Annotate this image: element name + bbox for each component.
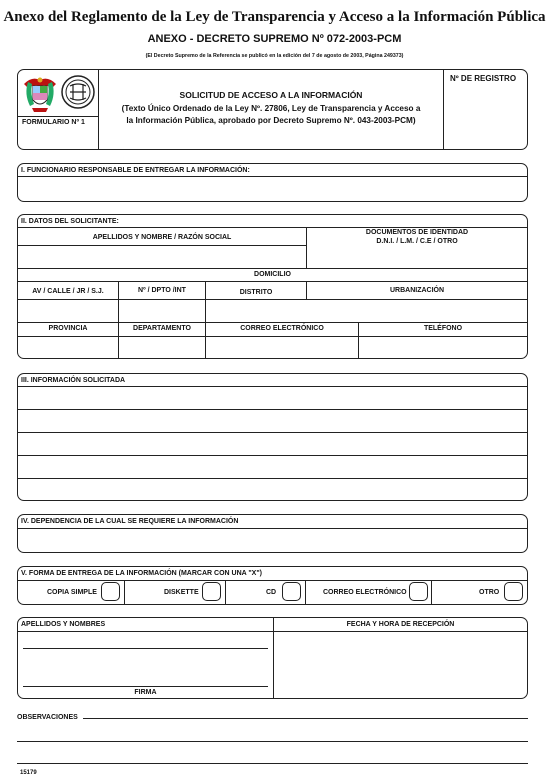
registro-divider <box>443 70 444 149</box>
option-cd-label: CD <box>266 589 277 596</box>
apellidos-field[interactable] <box>18 246 306 268</box>
form-number-divider <box>18 116 98 117</box>
observaciones-line <box>83 718 528 719</box>
row-line <box>18 281 527 282</box>
col-line <box>124 580 125 604</box>
footer-code: 15179 <box>20 770 37 776</box>
fecha-recepcion-label: FECHA Y HORA DE RECEPCIÓN <box>346 621 455 628</box>
form-number: FORMULARIO Nº 1 <box>22 119 85 126</box>
col-line <box>305 580 306 604</box>
document-title: Anexo del Reglamento de la Ley de Transparencia y Acceso a la Información Pública <box>3 9 546 25</box>
informacion-field[interactable] <box>18 387 527 500</box>
form-description-2: la Información Pública, aprobado por Decreto Supremo Nº. 043-2003-PCM) <box>126 116 416 125</box>
firma-field[interactable] <box>23 650 268 686</box>
departamento-label: DEPARTAMENTO <box>133 325 191 332</box>
telefono-label: TELÉFONO <box>423 325 463 332</box>
provincia-field[interactable] <box>18 337 118 358</box>
section-informacion-title: III. INFORMACIÓN SOLICITADA <box>21 377 126 384</box>
registro-field[interactable] <box>445 86 527 148</box>
document-subtitle: ANEXO - DECRETO SUPREMO Nº 072-2003-PCM <box>147 33 402 45</box>
option-correo-label: CORREO ELECTRÓNICO <box>323 589 407 596</box>
apellidos-nombres-label: APELLIDOS Y NOMBRES <box>21 621 106 628</box>
option-correo-checkbox[interactable] <box>409 582 428 601</box>
option-copia-label: COPIA SIMPLE <box>47 589 97 596</box>
observaciones-field[interactable] <box>17 720 528 763</box>
section-forma-entrega-title: V. FORMA DE ENTREGA DE LA INFORMACIÓN (MARCAR CON UNA "X") <box>21 570 263 577</box>
documentos-label-1: DOCUMENTOS DE IDENTIDAD <box>365 229 469 236</box>
dependencia-field[interactable] <box>18 529 527 552</box>
provincia-label: PROVINCIA <box>48 325 88 332</box>
firma-label: FIRMA <box>134 689 157 696</box>
correo-label: CORREO ELECTRÓNICO <box>240 325 324 332</box>
registro-label: Nº DE REGISTRO <box>450 74 517 83</box>
form-description-1: (Texto Único Ordenado de la Ley Nº. 27806, Ley de Transparencia y Acceso a <box>121 104 421 113</box>
name-line <box>23 648 268 649</box>
fecha-recepcion-field[interactable] <box>274 632 527 698</box>
option-otro-checkbox[interactable] <box>504 582 523 601</box>
documentos-label-2: D.N.I. / L.M. / C.E / OTRO <box>376 238 458 245</box>
observaciones-label: OBSERVACIONES <box>17 714 78 721</box>
telefono-field[interactable] <box>359 337 527 358</box>
coat-of-arms-icon <box>22 74 58 114</box>
distrito-field[interactable] <box>206 300 527 322</box>
section-dependencia-title: IV. DEPENDENCIA DE LA CUAL SE REQUIERE LA INFORMACIÓN <box>21 518 239 525</box>
av-field[interactable] <box>18 300 118 322</box>
funcionario-field[interactable] <box>18 177 527 201</box>
col-line <box>225 580 226 604</box>
distrito-label: DISTRITO <box>239 289 273 296</box>
documento-field[interactable] <box>307 246 527 268</box>
row-line <box>18 227 527 228</box>
row-line <box>18 322 527 323</box>
av-label: AV / CALLE / JR / S.J. <box>32 288 104 295</box>
option-diskette-label: DISKETTE <box>164 589 199 596</box>
publication-note: (El Decreto Supremo de la Referencia se publicó en la edición del 7 de agosto de 2003, Página 249373) <box>145 53 404 59</box>
domicilio-label: DOMICILIO <box>254 271 291 278</box>
section-solicitante-title: II. DATOS DEL SOLICITANTE: <box>21 218 119 225</box>
numero-label: Nº / DPTO /INT <box>138 287 186 294</box>
option-cd-checkbox[interactable] <box>282 582 301 601</box>
option-copia-checkbox[interactable] <box>101 582 120 601</box>
correo-field[interactable] <box>206 337 358 358</box>
col-line <box>431 580 432 604</box>
row-line <box>18 268 527 269</box>
nombres-field[interactable] <box>23 634 268 648</box>
numero-field[interactable] <box>119 300 205 322</box>
option-otro-label: OTRO <box>479 589 500 596</box>
departamento-field[interactable] <box>119 337 205 358</box>
option-diskette-checkbox[interactable] <box>202 582 221 601</box>
urbanizacion-label: URBANIZACIÓN <box>389 287 445 294</box>
form-title: SOLICITUD DE ACCESO A LA INFORMACIÓN <box>179 90 363 100</box>
observaciones-line <box>17 763 528 764</box>
apellidos-label: APELLIDOS Y NOMBRE / RAZÓN SOCIAL <box>92 234 232 241</box>
signature-line <box>23 686 268 687</box>
row-line <box>18 580 527 581</box>
section-funcionario-title: I. FUNCIONARIO RESPONSABLE DE ENTREGAR LA INFORMACIÓN: <box>21 167 250 174</box>
seal-icon <box>60 74 96 110</box>
